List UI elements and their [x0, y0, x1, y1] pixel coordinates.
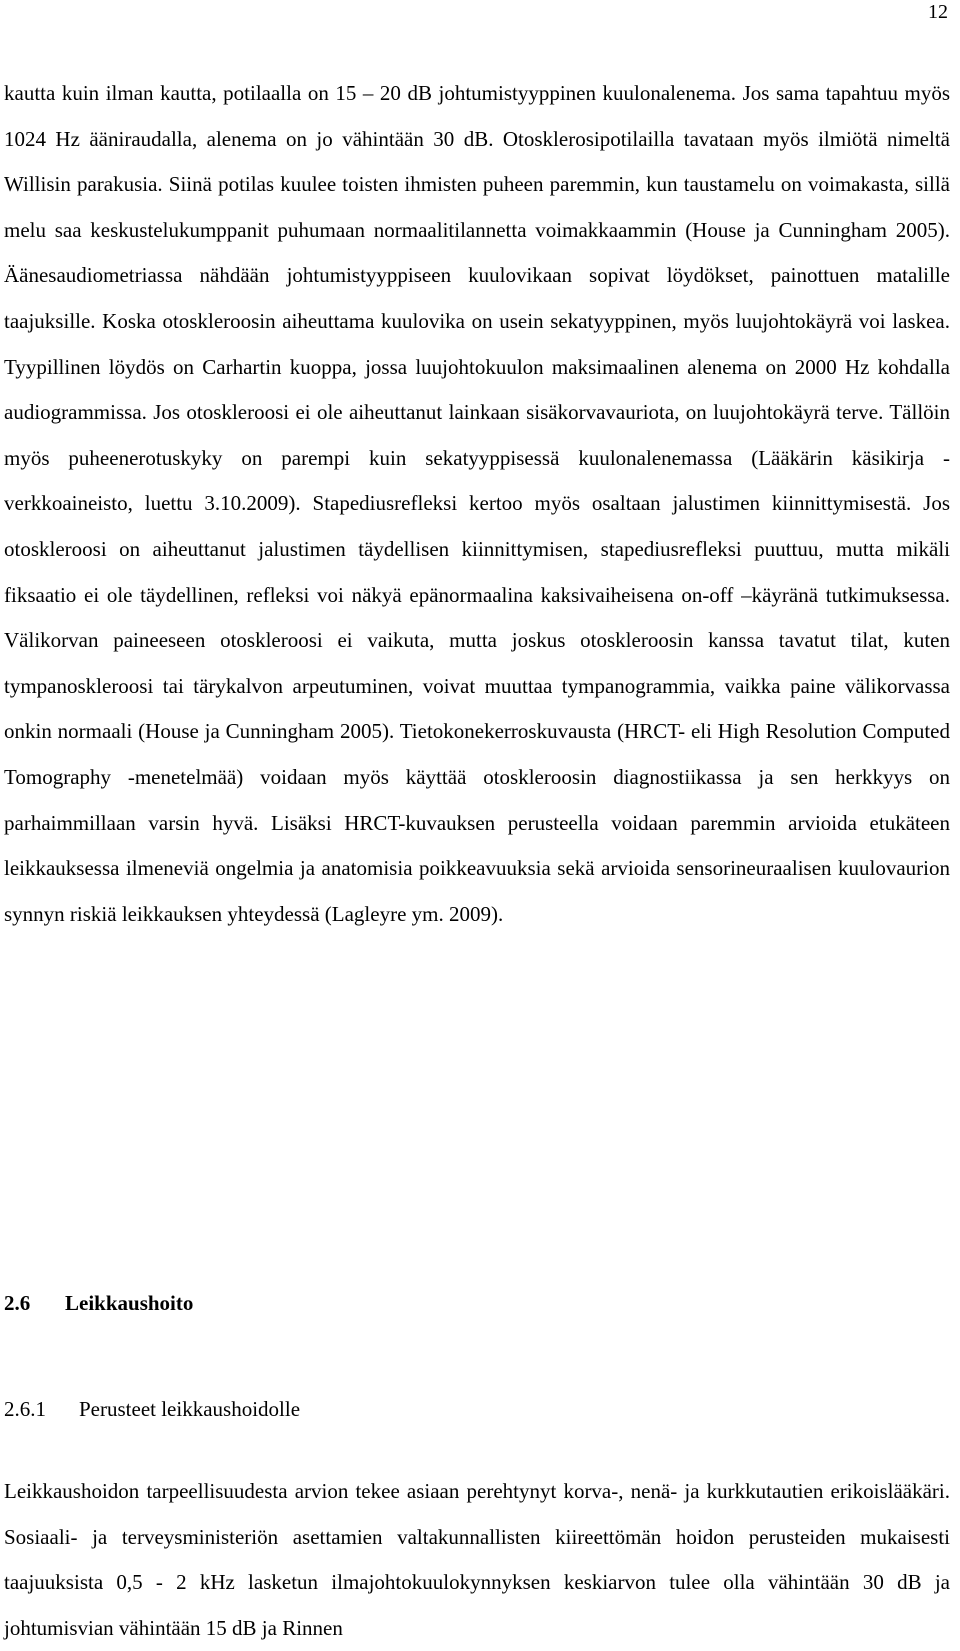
body-paragraph-2: Leikkaushoidon tarpeellisuudesta arvion tekee asiaan perehtynyt korva-, nenä- ja kurkkutautien erikoislääkäri. Sosiaali- ja terveysministeriön asettamien valtakunnallisten kiireettömän hoidon perusteiden mukaisesti taajuuksista 0,5 - 2 kHz lasketun ilmajohtokuulokynnyksen keskiarvon tulee olla vähintään 30 dB ja johtumisvian vähintään 15 dB ja Rinnen: [4, 1479, 950, 1640]
document-page: [4, 71, 950, 1640]
page-number: 12: [928, 1, 948, 23]
subsection-heading: [4, 1387, 300, 1432]
section-number: 2.6: [4, 1291, 31, 1315]
body-paragraph: kautta kuin ilman kautta, potilaalla on 15 – 20 dB johtumistyyppinen kuulonalenema. Jos sama tapahtuu myös 1024 Hz ääniraudalla, alenema on jo vähintään 30 dB. Otosklerosipotilailla tavataan myös ilmiötä nimeltä Willisin parakusia. Siinä potilas kuulee toisten ihmisten puheen paremmin, kun taustamelu on voimakasta, sillä melu saa keskustelukumppanit puhumaan normaalitilannetta voimakkaammin (House ja Cunningham 2005). Äänesaudiometriassa nähdään johtumistyyppiseen kuulovikaan sopivat löydökset, painottuen matalille taajuksille. Koska otoskleroosin aiheuttama kuulovika on usein sekatyyppinen, myös luujohtokäyrä voi laskea. Tyypillinen löydös on Carhartin kuoppa, jossa luujohtokuulon maksimaalinen alenema on 2000 Hz kohdalla audiogrammissa. Jos otoskleroosi ei ole aiheuttanut lainkaan sisäkorvavauriota, on luujohtokäyrä terve. Tällöin myös puheenerotuskyky on parempi kuin sekatyyppisessä kuulonalenemassa (Lääkärin käsikirja - verkkoaineisto, luettu 3.10.2009). Stapediusrefleksi kertoo myös osaltaan jalustimen kiinnittymisestä. Jos otoskleroosi on aiheuttanut jalustimen täydellisen kiinnittymisen, stapediusrefleksi puuttuu, mutta mikäli fiksaatio ei ole täydellinen, refleksi voi näkyä epänormaalina kaksivaiheisena on-off –käyränä tutkimuksessa. Välikorvan paineeseen otoskleroosi ei vaikuta, mutta joskus otoskleroosin kanssa tavatut tilat, kuten tympanoskleroosi tai tärykalvon arpeutuminen, voivat muuttaa tympanogrammia, vaikka paine välikorvassa onkin normaali (House ja Cunningham 2005). Tietokonekerroskuvausta (HRCT- eli High Resolution Computed Tomography -menetelmää) voidaan myös käyttää otoskleroosin diagnostiikassa ja sen herkkyys on parhaimmillaan varsin hyvä. Lisäksi HRCT-kuvauksen perusteella voidaan paremmin arvioida etukäteen leikkauksessa ilmeneviä ongelmia ja anatomisia poikkeavuuksia sekä arvioida sensorineuraalisen kuulovaurion synnyn riskiä leikkauksen yhteydessä (Lagleyre ym. 2009).: [4, 81, 950, 926]
section-heading: [4, 1281, 193, 1326]
section-title: Leikkaushoito: [65, 1291, 194, 1315]
subsection-title: Perusteet leikkaushoidolle: [79, 1397, 301, 1421]
subsection-number: 2.6.1: [4, 1397, 46, 1421]
